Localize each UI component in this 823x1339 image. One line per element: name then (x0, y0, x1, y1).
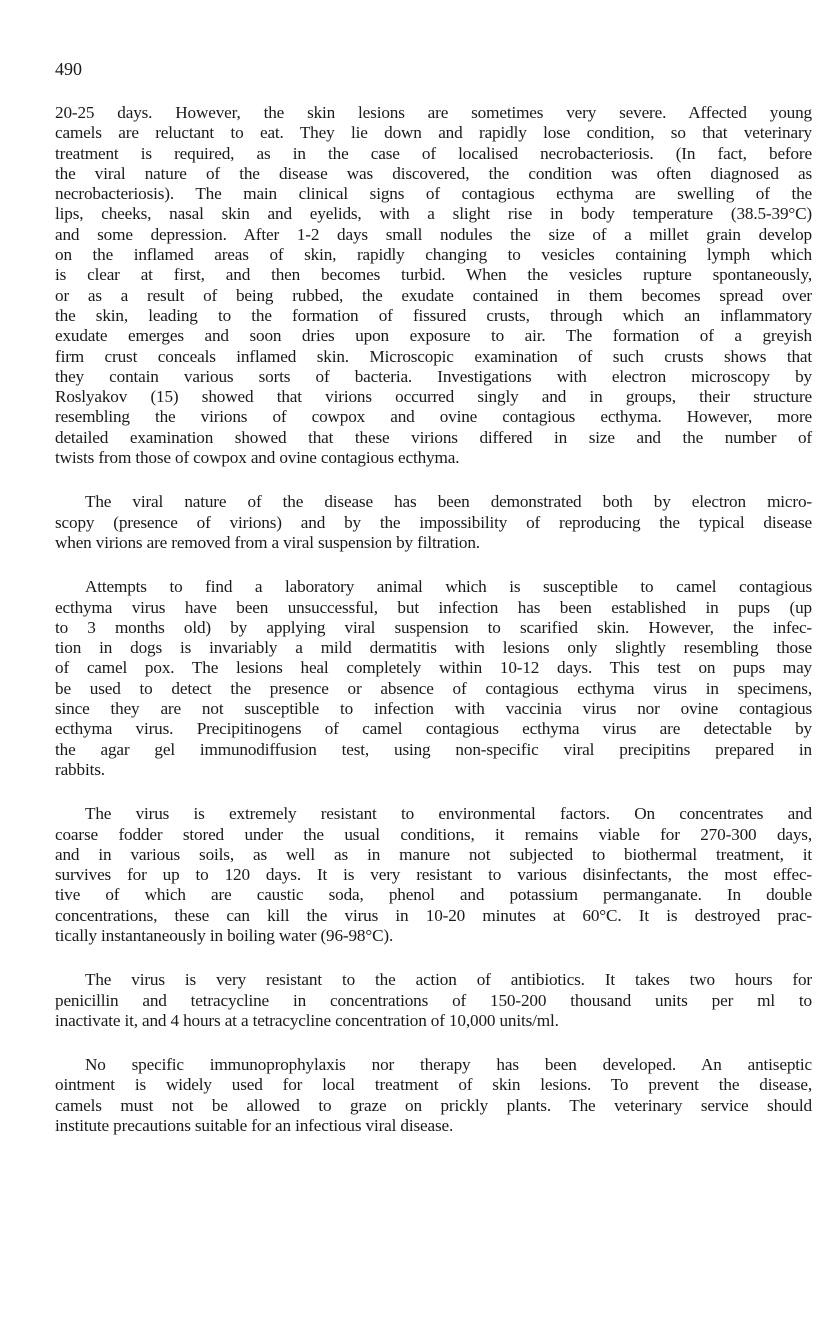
text-line: or as a result of being rubbed, the exudate contained in them becomes spread over (55, 285, 812, 305)
text-line: and some depression. After 1-2 days small nodules the size of a millet grain develop (55, 224, 812, 244)
paragraph-viral-nature (55, 492, 812, 553)
text-line: since they are not susceptible to infection with vaccinia virus nor ovine contagious (55, 699, 812, 719)
paragraph-gap (55, 468, 812, 492)
text-line: inactivate it, and 4 hours at a tetracycline concentration of 10,000 units/ml. (55, 1010, 559, 1030)
text-line: of camel pox. The lesions heal completely within 10-12 days. This test on pups may (55, 658, 812, 678)
text-line: institute precautions suitable for an infectious viral disease. (55, 1116, 454, 1136)
text-line: and in various soils, as well as in manure not subjected to biothermal treatment, it (55, 844, 812, 864)
text-line: resembling the virions of cowpox and ovine contagious ecthyma. However, more (55, 407, 812, 427)
text-line: survives for up to 120 days. It is very resistant to various disinfectants, the most effec- (55, 865, 812, 885)
text-line: detailed examination showed that these virions differed in size and the number of (55, 427, 812, 447)
text-line: rabbits. (55, 759, 105, 779)
page-number: 490 (55, 59, 82, 79)
text-line: The virus is very resistant to the action of antibiotics. It takes two hours for (85, 970, 812, 990)
text-line: the skin, leading to the formation of fissured crusts, through which an inflammatory (55, 305, 812, 325)
text-line: treatment is required, as in the case of localised necrobacteriosis. (In fact, before (55, 143, 812, 163)
text-line: No specific immunoprophylaxis nor therapy has been developed. An antiseptic (85, 1055, 812, 1075)
text-line: 20-25 days. However, the skin lesions are sometimes very severe. Affected young (55, 103, 812, 122)
paragraph-gap (55, 780, 812, 804)
text-line: they contain various sorts of bacteria. Investigations with electron microscopy by (55, 366, 812, 386)
text-line: ecthyma virus. Precipitinogens of camel contagious ecthyma virus are detectable by (55, 719, 812, 739)
text-line: necrobacteriosis). The main clinical signs of contagious ecthyma are swelling of the (55, 184, 812, 204)
text-line: when virions are removed from a viral suspension by filtration. (55, 532, 480, 552)
paragraph-clinical-signs (55, 103, 812, 468)
text-line: tive of which are caustic soda, phenol and potassium permanganate. In double (55, 885, 812, 905)
text-line: be used to detect the presence or absence of contagious ecthyma virus in specimens, (55, 678, 812, 698)
text-line: lips, cheeks, nasal skin and eyelids, with a slight rise in body temperature (38.5-39°C) (55, 204, 812, 224)
paragraph-laboratory-animal (55, 577, 812, 780)
text-line: ecthyma virus have been unsuccessful, but infection has been established in pups (up (55, 597, 812, 617)
text-line: to 3 months old) by applying viral suspension to scarified skin. However, the infec- (55, 617, 812, 637)
paragraph-gap (55, 553, 812, 577)
paragraph-gap (55, 946, 812, 970)
text-line: concentrations, these can kill the virus in 10-20 minutes at 60°C. It is destroyed prac- (55, 905, 812, 925)
text-line: penicillin and tetracycline in concentrations of 150-200 thousand units per ml to (55, 990, 812, 1010)
text-line: camels must not be allowed to graze on prickly plants. The veterinary service should (55, 1095, 812, 1115)
paragraph-prophylaxis (55, 1055, 812, 1136)
paragraph-antibiotics (55, 970, 812, 1031)
paragraph-gap (55, 1031, 812, 1055)
text-line: the agar gel immunodiffusion test, using non-specific viral precipitins prepared in (55, 739, 812, 759)
text-line: the viral nature of the disease was discovered, the condition was often diagnosed as (55, 163, 812, 183)
text-line: camels are reluctant to eat. They lie down and rapidly lose condition, so that veterinary (55, 123, 812, 143)
text-line: The virus is extremely resistant to environmental factors. On concentrates and (85, 804, 812, 824)
text-line: twists from those of cowpox and ovine contagious ecthyma. (55, 448, 460, 468)
text-line: coarse fodder stored under the usual conditions, it remains viable for 270-300 days, (55, 824, 812, 844)
text-line: ointment is widely used for local treatment of skin lesions. To prevent the disease, (55, 1075, 812, 1095)
text-line: on the inflamed areas of skin, rapidly changing to vesicles containing lymph which (55, 245, 812, 265)
text-line: exudate emerges and soon dries upon exposure to air. The formation of a greyish (55, 326, 812, 346)
text-line: is clear at first, and then becomes turbid. When the vesicles rupture spontaneously, (55, 265, 812, 285)
text-line: Attempts to find a laboratory animal which is susceptible to camel contagious (85, 577, 812, 597)
body-text (55, 103, 812, 1136)
text-line: tion in dogs is invariably a mild dermatitis with lesions only slightly resembling those (55, 638, 812, 658)
text-line: The viral nature of the disease has been demonstrated both by electron micro- (85, 492, 812, 512)
text-line: scopy (presence of virions) and by the impossibility of reproducing the typical disease (55, 512, 812, 532)
text-line: Roslyakov (15) showed that virions occurred singly and in groups, their structure (55, 387, 812, 407)
text-line: tically instantaneously in boiling water (96-98°C). (55, 925, 394, 945)
text-line: firm crust conceals inflamed skin. Microscopic examination of such crusts shows that (55, 346, 812, 366)
paragraph-environmental-resistance (55, 804, 812, 946)
